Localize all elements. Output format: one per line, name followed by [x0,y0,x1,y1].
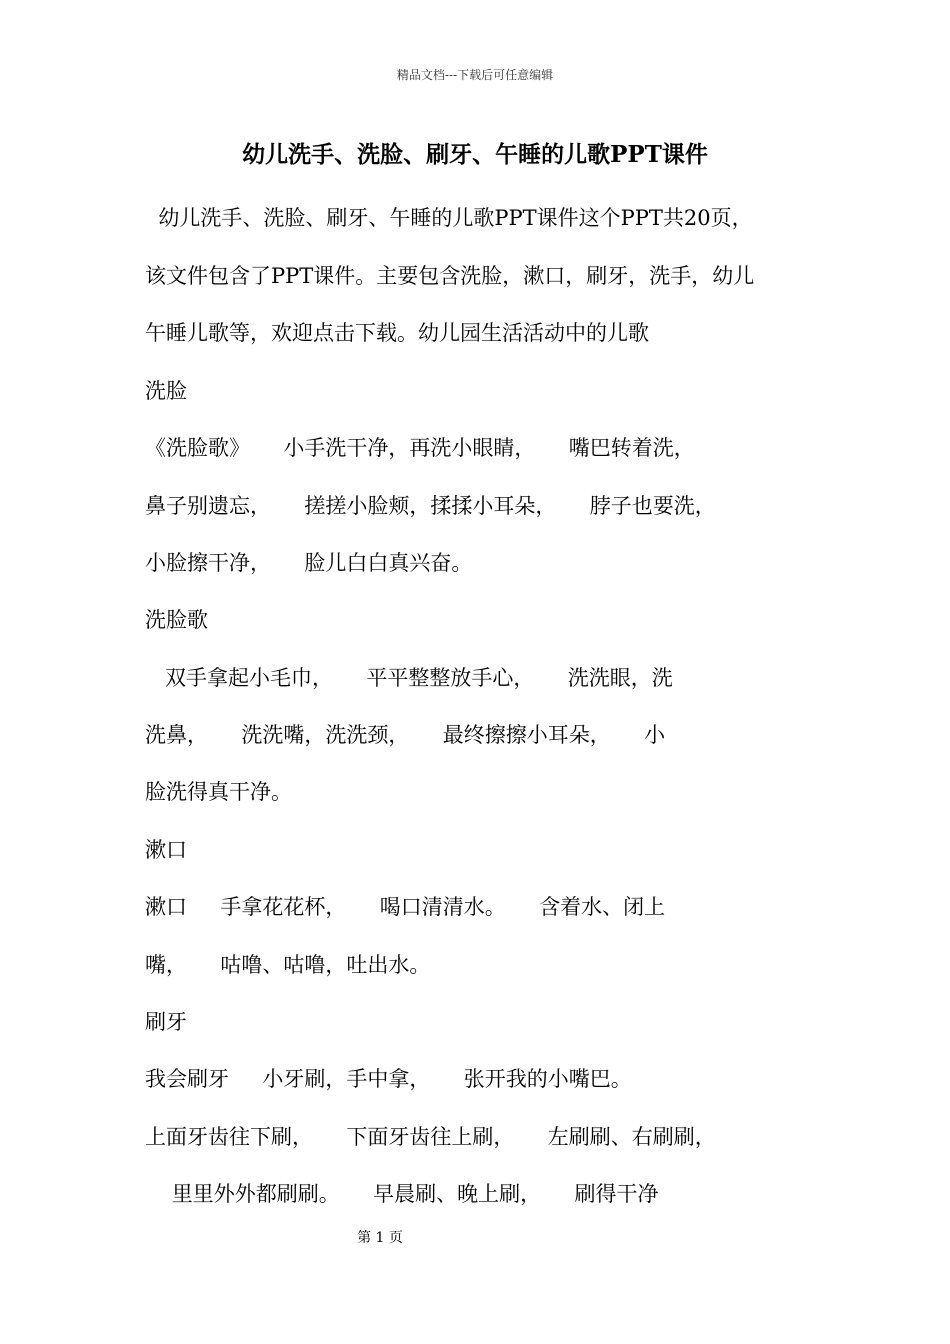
section-heading: 漱口 [145,838,187,862]
paragraph-line: 双手拿起小毛巾， 平平整整放手心， 洗洗眼，洗 [145,666,673,690]
paragraph-line: 幼儿洗手、洗脸、刷牙、午睡的儿歌PPT课件这个PPT共20页， [145,206,753,230]
paragraph-line: 里里外外都刷刷。 早晨刷、晚上刷， 刷得干净 [145,1182,659,1206]
paragraph-line: 《洗脸歌》 小手洗干净，再洗小眼睛， 嘴巴转着洗， [145,436,695,460]
paragraph-line: 鼻子别遗忘， 搓搓小脸颊，揉揉小耳朵， 脖子也要洗， [145,494,716,518]
paragraph-line: 漱口 手拿花花杯， 喝口清清水。 含着水、闭上 [145,895,666,919]
paragraph-line: 我会刷牙 小牙刷，手中拿， 张开我的小嘴巴。 [145,1067,632,1091]
paragraph-line: 嘴， 咕噜、咕噜，吐出水。 [145,953,431,977]
paragraph-line: 洗鼻， 洗洗嘴，洗洗颈， 最终擦擦小耳朵， 小 [145,723,666,747]
paragraph-line: 该文件包含了PPT课件。主要包含洗脸，漱口，刷牙，洗手，幼儿 [145,264,755,288]
document-title: 幼儿洗手、洗脸、刷牙、午睡的儿歌PPT课件 [242,141,708,168]
section-heading: 刷牙 [145,1010,187,1034]
paragraph-line: 上面牙齿往下刷， 下面牙齿往上刷， 左刷刷、右刷刷， [145,1125,716,1149]
page-number: 第 1 页 [357,1230,403,1246]
paragraph-line: 午睡儿歌等，欢迎点击下载。幼儿园生活活动中的儿歌 [145,321,649,345]
page-header: 精品文档---下载后可任意编辑 [396,68,554,82]
section-heading: 洗脸歌 [145,608,208,632]
section-heading: 洗脸 [145,379,187,403]
paragraph-line: 脸洗得真干净。 [145,780,292,804]
paragraph-line: 小脸擦干净， 脸儿白白真兴奋。 [145,551,473,575]
